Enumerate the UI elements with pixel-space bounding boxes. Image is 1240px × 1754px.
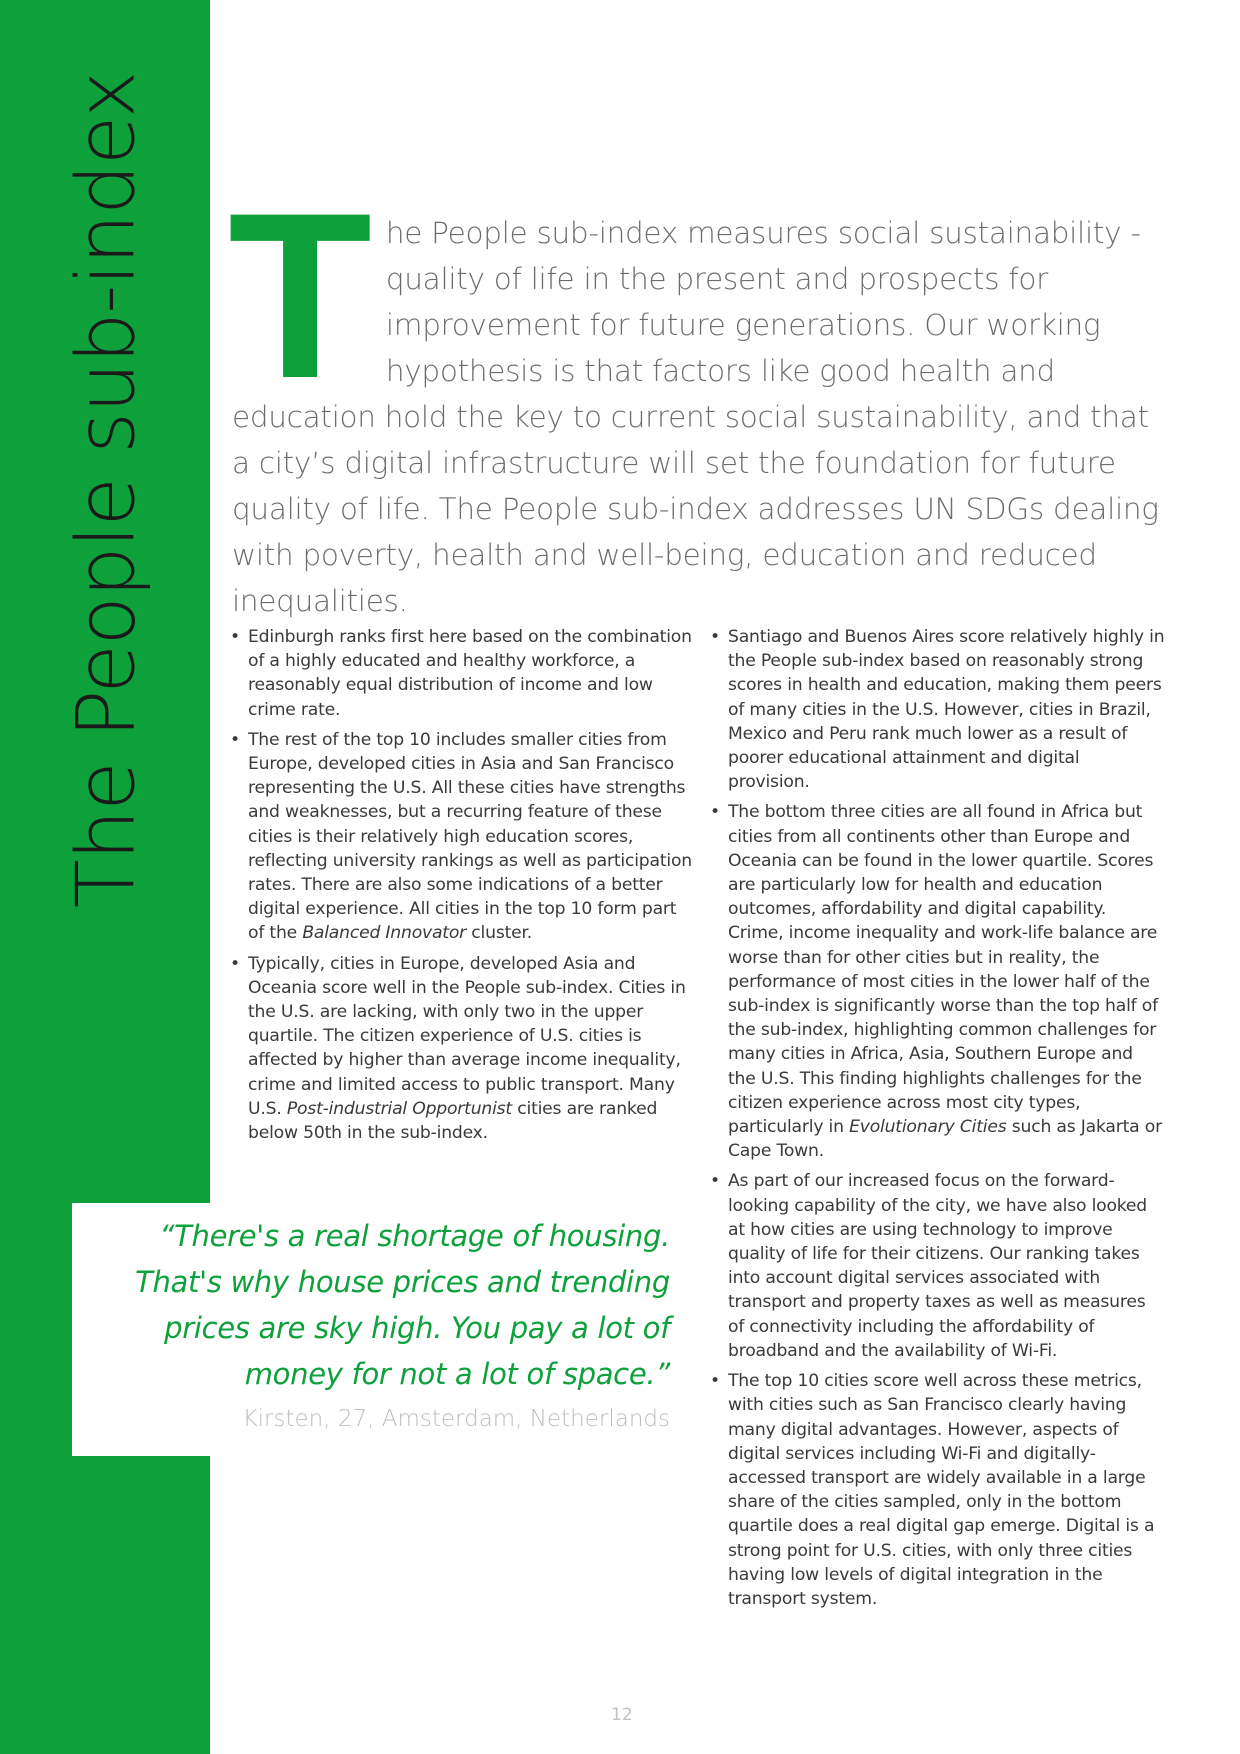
cluster-name: Evolutionary Cities (849, 1117, 1007, 1138)
bullet-icon: • (710, 627, 720, 647)
list-item (710, 1169, 1165, 1363)
list-item (710, 800, 1165, 1163)
bullet-icon: • (710, 802, 720, 823)
right-column (710, 625, 1165, 1617)
bullet-text-end: such as Jakarta or Cape Town. (728, 1117, 1162, 1162)
list-item (230, 625, 695, 722)
list-item (710, 1369, 1165, 1611)
drop-cap: T (228, 164, 372, 428)
bullet-text: The top 10 cities score well across these metrics, with cities such as San Francisco clearly having many digital advantages. However, aspects of digital services including Wi-Fi and digitally-accessed transport are widely available in a large share of the cities sampled, only in the bottom quartile does a real digital gap emerge. Digital is a strong point for U.S. cities, with only three cities having low levels of digital integration in the transport system. (728, 1371, 1155, 1609)
pull-quote (72, 1203, 698, 1456)
intro-text: he People sub-index measures social sustainability - quality of life in the present and prospects for improvement for future generations. Our working hypothesis is that factors like good health and education hold the key to current social sustainability, and that a city’s digital infrastructure will set the foundation for future quality of life. The People sub-index addresses UN SDGs dealing with poverty, health and well-being, education and reduced inequalities. (232, 216, 1159, 618)
bullet-text-end: cities are ranked below 50th in the sub-index. (248, 1098, 658, 1144)
page-number: 12 (611, 1705, 633, 1725)
bullet-text: Edinburgh ranks first here based on the combination of a highly educated and healthy workforce, a reasonably equal distribution of income and low crime rate. (248, 627, 692, 720)
intro-paragraph (228, 164, 1172, 624)
quote-text: “There's a real shortage of housing. That's why house prices and trending prices are sky high. You pay a lot of money for not a lot of space.” (135, 1219, 670, 1391)
quote-attribution: Kirsten, 27, Amsterdam, Netherlands (242, 1406, 670, 1432)
list-item (230, 952, 695, 1146)
bullet-icon: • (710, 1371, 720, 1392)
bullet-text: As part of our increased focus on the forward-looking capability of the city, we have also looked at how cities are using technology to improve quality of life for their citizens. Our ranking takes into account digital services associated with transport and property taxes as well as measures of connectivity including the affordability of broadband and the availability of Wi-Fi. (728, 1171, 1148, 1361)
cluster-name: Balanced Innovator (302, 923, 467, 944)
list-item (710, 625, 1165, 794)
bullet-text-end: cluster. (466, 923, 533, 944)
bullet-text: Santiago and Buenos Aires score relatively highly in the People sub-index based on reasonably strong scores in health and education, making them peers of many cities in the U.S. However, cities in Brazil, Mexico and Peru rank much lower as a result of poorer educational attainment and digital provision. (728, 627, 1165, 793)
bullet-text: The bottom three cities are all found in Africa but cities from all continents other than Europe and Oceania can be found in the lower quartile. Scores are particularly low for health and education outcomes, affordability and digital capability. Crime, income inequality and work-life balance are worse than for other cities but in reality, the performance of most cities in the lower half of the sub-index is significantly worse than the top half of the sub-index, highlighting common challenges for many cities in Africa, Asia, Southern Europe and the U.S. This finding highlights challenges for the citizen experience across most city types, particularly in (728, 802, 1158, 1138)
bullet-icon: • (230, 627, 240, 647)
bullet-text: The rest of the top 10 includes smaller cities from Europe, developed cities in Asia and San Francisco representing the U.S. All these cities have strengths and weaknesses, but a recurring feature of these cities is their relatively high education scores, reflecting university rankings as well as participation rates. There are also some indications of a better digital experience. All cities in the top 10 form part of the (248, 729, 692, 944)
bullet-text: Typically, cities in Europe, developed Asia and Oceania score well in the People sub-index. Cities in the U.S. are lacking, with only two in the upper quartile. The citizen experience of U.S. cities is affected by higher than average income inequality, crime and limited access to public transport. Many U.S. (248, 953, 686, 1119)
bullet-icon: • (230, 729, 240, 750)
list-item (230, 728, 695, 946)
section-title: The People sub-index (59, 71, 153, 909)
cluster-name: Post-industrial Opportunist (286, 1098, 512, 1119)
bullet-icon: • (710, 1171, 720, 1192)
bullet-icon: • (230, 953, 240, 974)
left-column (230, 625, 695, 1151)
